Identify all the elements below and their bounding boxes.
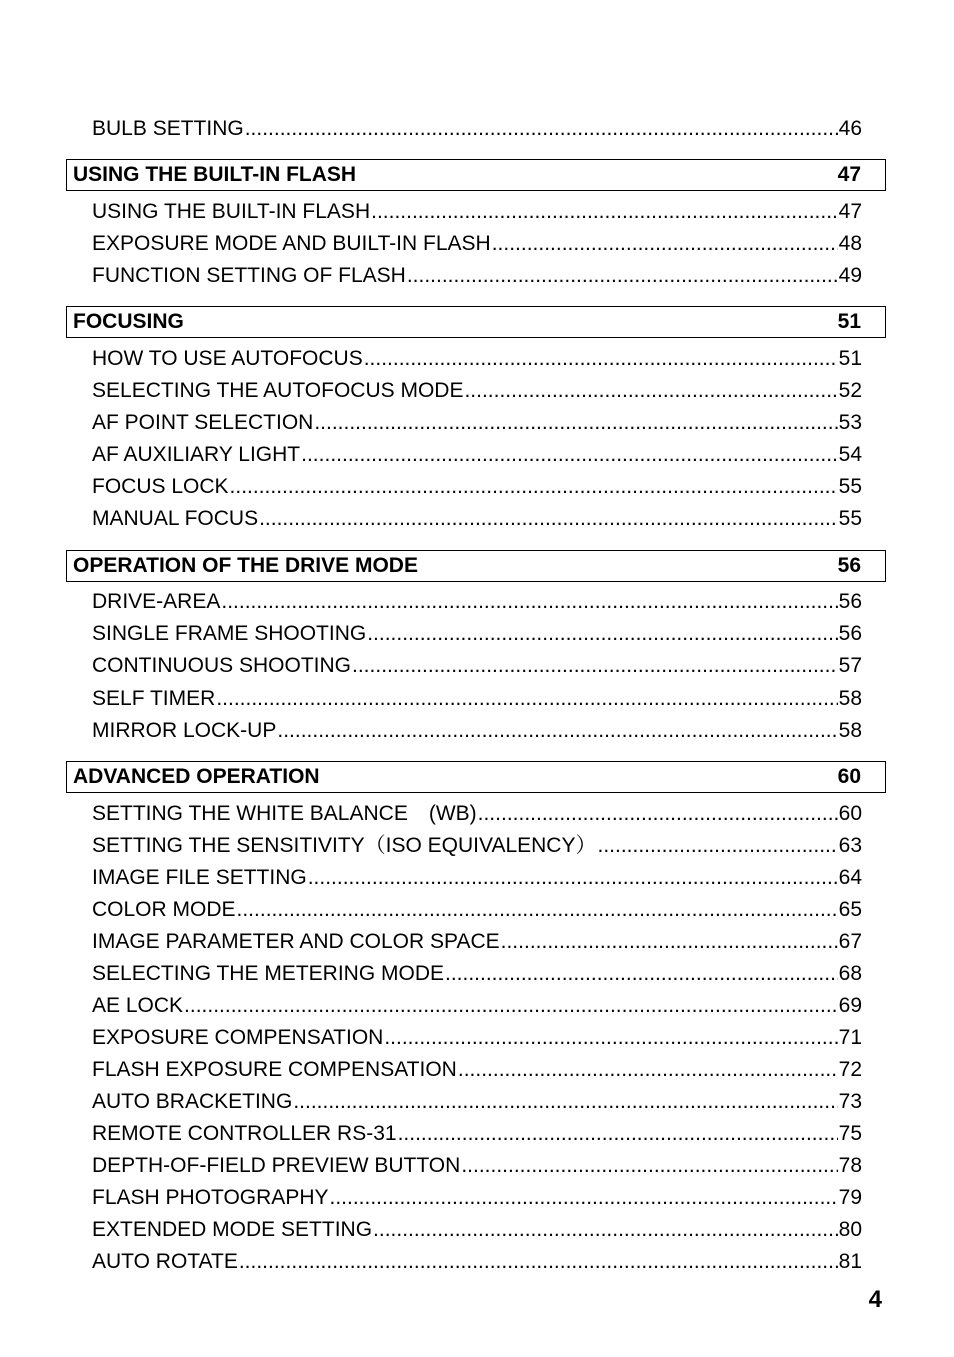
page-ref: 69 <box>838 994 862 1017</box>
toc-entry[interactable] <box>92 1250 862 1274</box>
dot-leader <box>597 834 837 858</box>
entry-title: EXPOSURE COMPENSATION <box>92 1026 384 1049</box>
dot-leader <box>458 1058 838 1082</box>
dot-leader <box>445 962 838 986</box>
page-number: 4 <box>868 1286 882 1313</box>
page-ref: 71 <box>838 1026 862 1049</box>
dot-leader <box>492 232 838 256</box>
page-ref: 79 <box>838 1186 862 1209</box>
page-ref: 58 <box>838 687 862 710</box>
dot-leader <box>259 507 838 531</box>
entry-title: BULB SETTING <box>92 117 244 140</box>
toc-entry[interactable] <box>92 379 862 403</box>
dot-leader <box>239 1250 838 1274</box>
dot-leader <box>352 654 838 678</box>
page-ref: 47 <box>837 163 861 186</box>
dot-leader <box>293 1090 837 1114</box>
toc-entry[interactable] <box>92 232 862 256</box>
page-ref: 68 <box>838 962 862 985</box>
toc-entry[interactable] <box>92 411 862 435</box>
dot-leader <box>230 475 838 499</box>
entry-title: AF POINT SELECTION <box>92 411 314 434</box>
toc-section-header[interactable] <box>66 306 886 338</box>
page-ref: 55 <box>838 475 862 498</box>
section-title: USING THE BUILT-IN FLASH <box>73 163 357 186</box>
toc-section-header[interactable] <box>66 550 886 582</box>
page-ref: 47 <box>838 200 862 223</box>
toc-entry[interactable] <box>92 264 862 288</box>
entry-title: CONTINUOUS SHOOTING <box>92 654 352 677</box>
dot-leader <box>464 379 837 403</box>
entry-title: IMAGE FILE SETTING <box>92 866 307 889</box>
page-ref: 55 <box>838 507 862 530</box>
entry-title: EXPOSURE MODE AND BUILT-IN FLASH <box>92 232 491 255</box>
page-ref: 60 <box>838 802 862 825</box>
dot-leader <box>373 1218 838 1242</box>
dot-leader <box>237 898 838 922</box>
toc-entry[interactable] <box>92 1090 862 1114</box>
toc-entry[interactable] <box>92 898 862 922</box>
page-ref: 58 <box>838 719 862 742</box>
toc-entry[interactable] <box>92 802 862 826</box>
entry-title: SETTING THE WHITE BALANCE (WB) <box>92 802 477 825</box>
entry-title: USING THE BUILT-IN FLASH <box>92 200 371 223</box>
section-title: ADVANCED OPERATION <box>73 765 320 788</box>
page-ref: 54 <box>838 443 862 466</box>
toc-entry[interactable] <box>92 1122 862 1146</box>
toc-entry[interactable] <box>92 930 862 954</box>
entry-title: AUTO BRACKETING <box>92 1090 293 1113</box>
toc-entry[interactable] <box>92 590 862 614</box>
toc-entry[interactable] <box>92 200 862 224</box>
toc-entry[interactable] <box>92 117 862 141</box>
toc-entry[interactable] <box>92 962 862 986</box>
toc-entry[interactable] <box>92 1154 862 1178</box>
page-ref: 65 <box>838 898 862 921</box>
toc-entry[interactable] <box>92 1026 862 1050</box>
dot-leader <box>245 117 838 141</box>
entry-title: DRIVE-AREA <box>92 590 221 613</box>
dot-leader <box>184 994 838 1018</box>
toc-entry[interactable] <box>92 654 862 678</box>
entry-title: AE LOCK <box>92 994 184 1017</box>
dot-leader <box>314 411 837 435</box>
dot-leader <box>277 719 837 743</box>
toc-entry[interactable] <box>92 1218 862 1242</box>
page-ref: 52 <box>838 379 862 402</box>
dot-leader <box>221 590 837 614</box>
page-ref: 72 <box>838 1058 862 1081</box>
entry-title: MIRROR LOCK-UP <box>92 719 277 742</box>
toc-section-header[interactable] <box>66 761 886 793</box>
toc-entry[interactable] <box>92 1058 862 1082</box>
entry-title: IMAGE PARAMETER AND COLOR SPACE <box>92 930 500 953</box>
page-ref: 48 <box>838 232 862 255</box>
dot-leader <box>384 1026 837 1050</box>
section-title: OPERATION OF THE DRIVE MODE <box>73 554 418 577</box>
entry-title: SELECTING THE AUTOFOCUS MODE <box>92 379 464 402</box>
toc-entry[interactable] <box>92 719 862 743</box>
toc-entry[interactable] <box>92 866 862 890</box>
entry-title: AUTO ROTATE <box>92 1250 238 1273</box>
toc-entry[interactable] <box>92 687 862 711</box>
page-ref: 51 <box>837 310 861 333</box>
page-ref: 46 <box>838 117 862 140</box>
entry-title: EXTENDED MODE SETTING <box>92 1218 373 1241</box>
entry-title: REMOTE CONTROLLER RS-31 <box>92 1122 397 1145</box>
page-ref: 78 <box>838 1154 862 1177</box>
entry-title: SELF TIMER <box>92 687 216 710</box>
entry-title: SELECTING THE METERING MODE <box>92 962 444 985</box>
page-ref: 49 <box>838 264 862 287</box>
dot-leader <box>216 687 837 711</box>
dot-leader <box>407 264 838 288</box>
page-ref: 60 <box>837 765 861 788</box>
page-ref: 81 <box>838 1250 862 1273</box>
toc-entry[interactable] <box>92 507 862 531</box>
dot-leader <box>461 1154 837 1178</box>
entry-title: FOCUS LOCK <box>92 475 229 498</box>
section-title: FOCUSING <box>73 310 184 333</box>
entry-title: COLOR MODE <box>92 898 236 921</box>
toc-entry[interactable] <box>92 475 862 499</box>
page-ref: 73 <box>838 1090 862 1113</box>
page-ref: 53 <box>838 411 862 434</box>
toc-entry[interactable] <box>92 622 862 646</box>
dot-leader <box>301 443 838 467</box>
page-ref: 80 <box>838 1218 862 1241</box>
page-ref: 56 <box>837 554 861 577</box>
entry-title: FUNCTION SETTING OF FLASH <box>92 264 406 287</box>
page-ref: 64 <box>838 866 862 889</box>
entry-title: FLASH PHOTOGRAPHY <box>92 1186 329 1209</box>
entry-title: SETTING THE SENSITIVITY（ISO EQUIVALENCY） <box>92 834 597 857</box>
dot-leader <box>501 930 838 954</box>
dot-leader <box>371 200 838 224</box>
entry-title: FLASH EXPOSURE COMPENSATION <box>92 1058 457 1081</box>
dot-leader <box>308 866 838 890</box>
page-ref: 63 <box>838 834 862 857</box>
dot-leader <box>367 622 837 646</box>
entry-title: HOW TO USE AUTOFOCUS <box>92 347 363 370</box>
toc-section-header[interactable] <box>66 159 886 191</box>
page-ref: 56 <box>838 590 862 613</box>
entry-title: MANUAL FOCUS <box>92 507 259 530</box>
entry-title: SINGLE FRAME SHOOTING <box>92 622 367 645</box>
dot-leader <box>398 1122 838 1146</box>
toc-entry[interactable] <box>92 443 862 467</box>
entry-title: AF AUXILIARY LIGHT <box>92 443 301 466</box>
dot-leader <box>478 802 838 826</box>
dot-leader <box>330 1186 838 1210</box>
toc-entry[interactable] <box>92 1186 862 1210</box>
toc-entry[interactable] <box>92 347 862 371</box>
page-ref: 67 <box>838 930 862 953</box>
page-ref: 56 <box>838 622 862 645</box>
toc-entry[interactable] <box>92 834 862 858</box>
page-ref: 57 <box>838 654 862 677</box>
entry-title: DEPTH-OF-FIELD PREVIEW BUTTON <box>92 1154 461 1177</box>
page-ref: 51 <box>838 347 862 370</box>
dot-leader <box>364 347 838 371</box>
page-ref: 75 <box>838 1122 862 1145</box>
toc-entry[interactable] <box>92 994 862 1018</box>
